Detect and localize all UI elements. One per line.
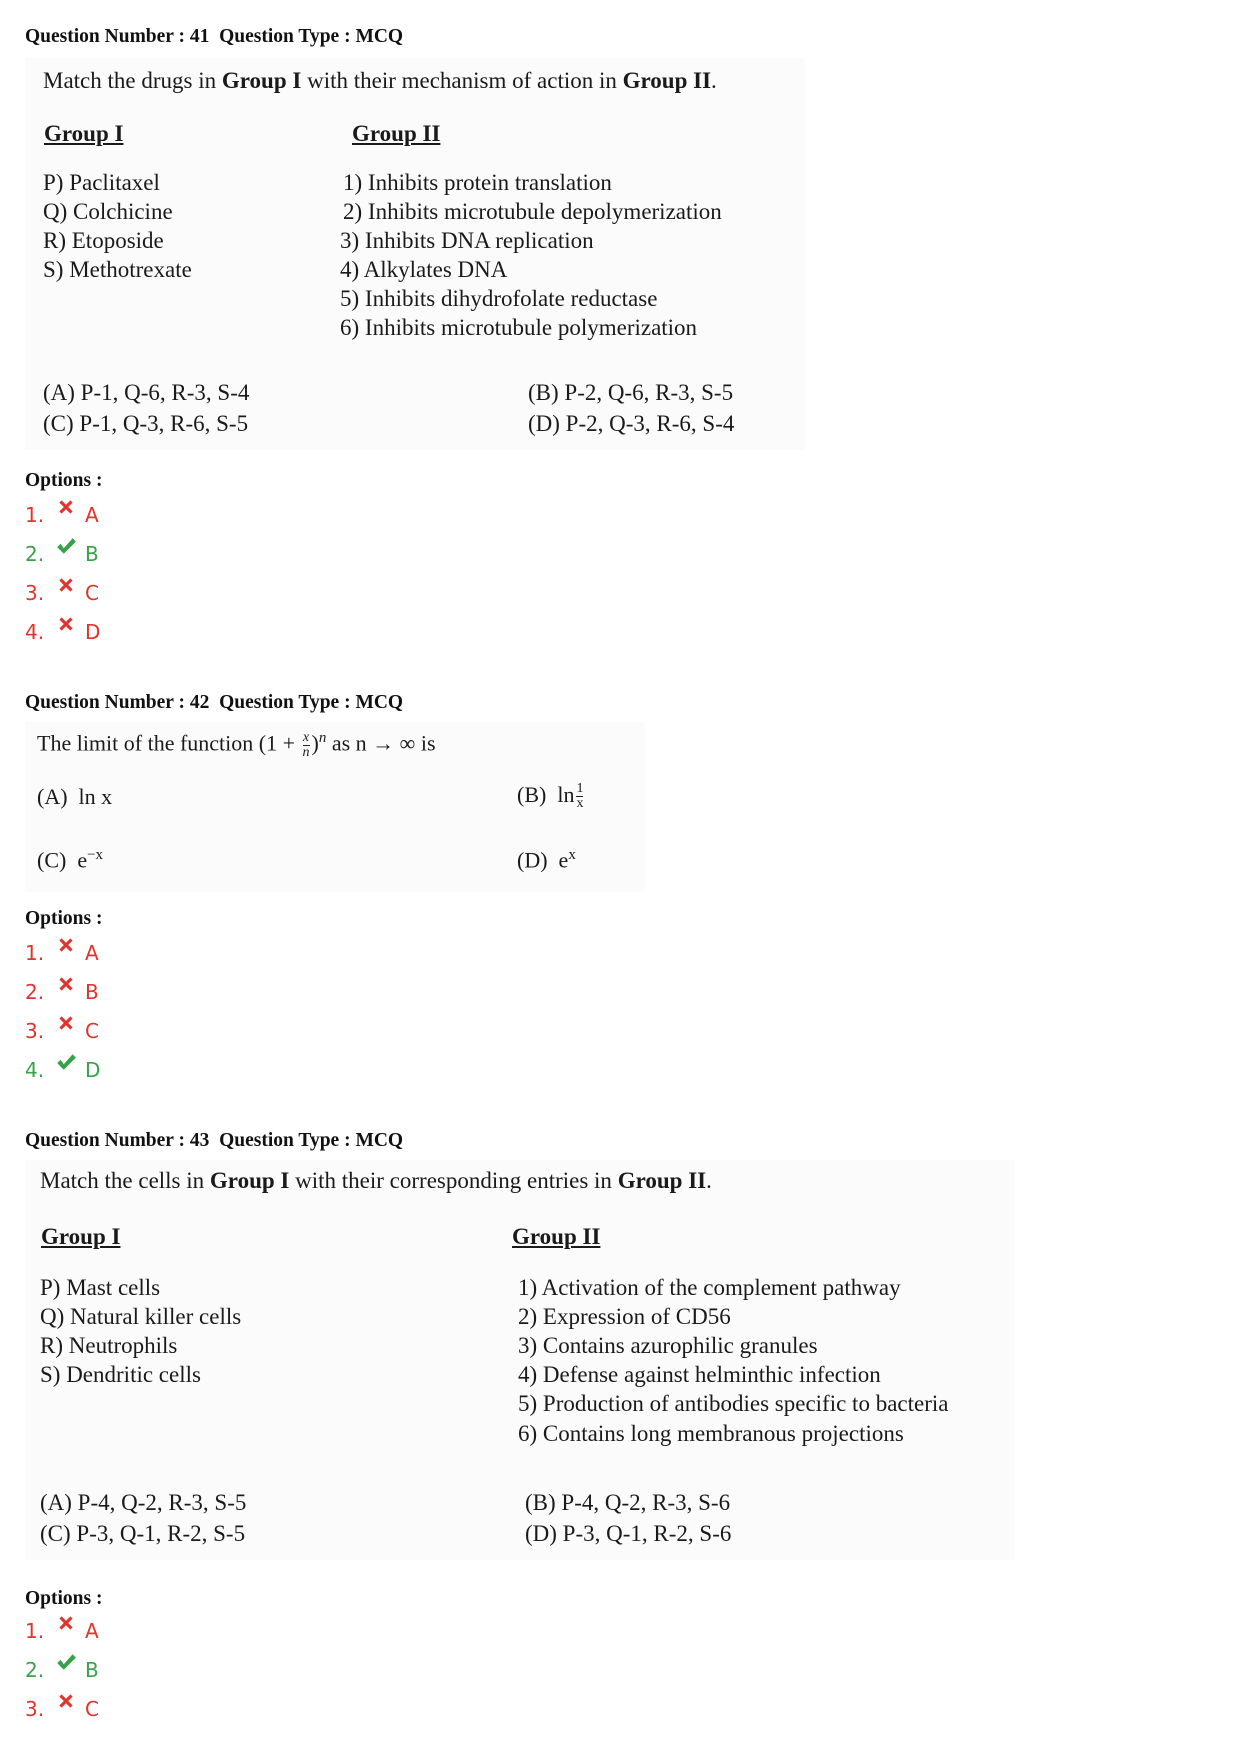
group-2-item: 1) Activation of the complement pathway — [518, 1275, 901, 1300]
option-row[interactable] — [25, 578, 99, 608]
option-number: 3. — [25, 581, 45, 605]
choice-c: (C) P-1, Q-3, R-6, S-5 — [43, 411, 249, 436]
cross-icon — [55, 1690, 81, 1716]
check-icon — [55, 1051, 81, 1077]
cross-icon — [55, 574, 81, 600]
option-number: 2. — [25, 980, 45, 1004]
fraction-denominator: n — [302, 744, 310, 760]
choice-a: (A) P-1, Q-6, R-3, S-4 — [43, 380, 250, 405]
option-row[interactable] — [25, 1055, 100, 1085]
options-title: Options : — [25, 908, 103, 929]
question-42-stem: The limit of the function (1 + $\frac{x}{n}$ )$^n$ as n → ∞ is — [37, 729, 436, 760]
group-2-title: Group II — [352, 121, 441, 146]
group-1-item: S) Dendritic cells — [40, 1362, 201, 1387]
option-letter: C — [85, 1019, 99, 1043]
option-letter: C — [85, 581, 99, 605]
choice-c: (C) $e^{-x}$ — [37, 847, 104, 873]
group-1-title: Group I — [41, 1224, 121, 1249]
options-title: Options : — [25, 1588, 103, 1609]
group-1-item: P) Paclitaxel — [43, 170, 160, 195]
option-letter: D — [85, 1058, 101, 1082]
cross-icon — [55, 1612, 81, 1638]
question-43-stem: Match the cells in Group I with their corresponding entries in Group II. — [40, 1168, 712, 1193]
choice-d: (D) P-3, Q-1, R-2, S-6 — [525, 1521, 732, 1546]
group-2-item: 6) Inhibits microtubule polymerization — [340, 315, 698, 340]
choice-c: (C) P-3, Q-1, R-2, S-5 — [40, 1521, 246, 1546]
option-row[interactable] — [25, 977, 99, 1007]
option-row[interactable] — [25, 1694, 99, 1724]
choice-a: (A) P-4, Q-2, R-3, S-5 — [40, 1490, 247, 1515]
choice-b: (B) P-4, Q-2, R-3, S-6 — [525, 1490, 731, 1515]
question-42-body — [25, 722, 645, 892]
group-2-item: 4) Defense against helminthic infection — [518, 1362, 881, 1387]
question-41-stem: Match the drugs in Group I with their mechanism of action in Group II. — [43, 68, 717, 93]
option-number: 2. — [25, 542, 45, 566]
group-2-item: 5) Production of antibodies specific to bacteria — [518, 1391, 949, 1416]
group-2-item: 2) Expression of CD56 — [518, 1304, 731, 1329]
question-43-header: Question Number : 43 Question Type : MCQ — [25, 1130, 404, 1151]
option-letter: A — [85, 1619, 99, 1643]
group-2-item: 1) Inhibits protein translation — [343, 170, 612, 195]
option-row[interactable] — [25, 1655, 99, 1685]
group-2-title: Group II — [512, 1224, 601, 1249]
group-1-item: R) Neutrophils — [40, 1333, 178, 1358]
option-row[interactable] — [25, 1016, 99, 1046]
group-2-item: 6) Contains long membranous projections — [518, 1421, 904, 1446]
choice-b: (B) P-2, Q-6, R-3, S-5 — [528, 380, 734, 405]
group-2-item: 3) Contains azurophilic granules — [518, 1333, 818, 1358]
option-number: 4. — [25, 620, 45, 644]
option-letter: B — [85, 542, 99, 566]
cross-icon — [55, 973, 81, 999]
option-row[interactable] — [25, 938, 99, 968]
choice-d: (D) P-2, Q-3, R-6, S-4 — [528, 411, 735, 436]
check-icon — [55, 1651, 81, 1677]
group-2-item: 2) Inhibits microtubule depolymerization — [343, 199, 722, 224]
option-number: 1. — [25, 1619, 45, 1643]
choice-b: (B) ln $\frac{1}{x}$ — [517, 781, 584, 812]
cross-icon — [55, 613, 81, 639]
question-43-body — [25, 1160, 1015, 1560]
question-42-header: Question Number : 42 Question Type : MCQ — [25, 692, 404, 713]
group-1-item: S) Methotrexate — [43, 257, 192, 282]
group-1-item: P) Mast cells — [40, 1275, 161, 1300]
option-row[interactable] — [25, 1616, 99, 1646]
choice-a: (A) ln x — [37, 784, 113, 809]
choice-d: (D) $e^x$ — [517, 847, 576, 873]
group-1-item: Q) Natural killer cells — [40, 1304, 242, 1329]
option-letter: A — [85, 503, 99, 527]
question-41-body — [25, 58, 805, 450]
options-title: Options : — [25, 470, 103, 491]
option-number: 3. — [25, 1019, 45, 1043]
group-1-item: Q) Colchicine — [43, 199, 173, 224]
option-row[interactable] — [25, 617, 100, 647]
option-number: 3. — [25, 1697, 45, 1721]
option-letter: D — [85, 620, 101, 644]
cross-icon — [55, 934, 81, 960]
option-row[interactable] — [25, 500, 99, 530]
option-number: 4. — [25, 1058, 45, 1082]
cross-icon — [55, 496, 81, 522]
check-icon — [55, 535, 81, 561]
option-number: 1. — [25, 941, 45, 965]
option-letter: B — [85, 1658, 99, 1682]
option-letter: A — [85, 941, 99, 965]
option-row[interactable] — [25, 539, 99, 569]
option-number: 1. — [25, 503, 45, 527]
group-2-item: 5) Inhibits dihydrofolate reductase — [340, 286, 658, 311]
option-number: 2. — [25, 1658, 45, 1682]
group-1-item: R) Etoposide — [43, 228, 164, 253]
group-2-item: 3) Inhibits DNA replication — [340, 228, 594, 253]
question-41-header: Question Number : 41 Question Type : MCQ — [25, 26, 404, 47]
group-2-item: 4) Alkylates DNA — [340, 257, 508, 282]
option-letter: C — [85, 1697, 99, 1721]
fraction-numerator: x — [302, 729, 310, 745]
cross-icon — [55, 1012, 81, 1038]
group-1-title: Group I — [44, 121, 124, 146]
option-letter: B — [85, 980, 99, 1004]
